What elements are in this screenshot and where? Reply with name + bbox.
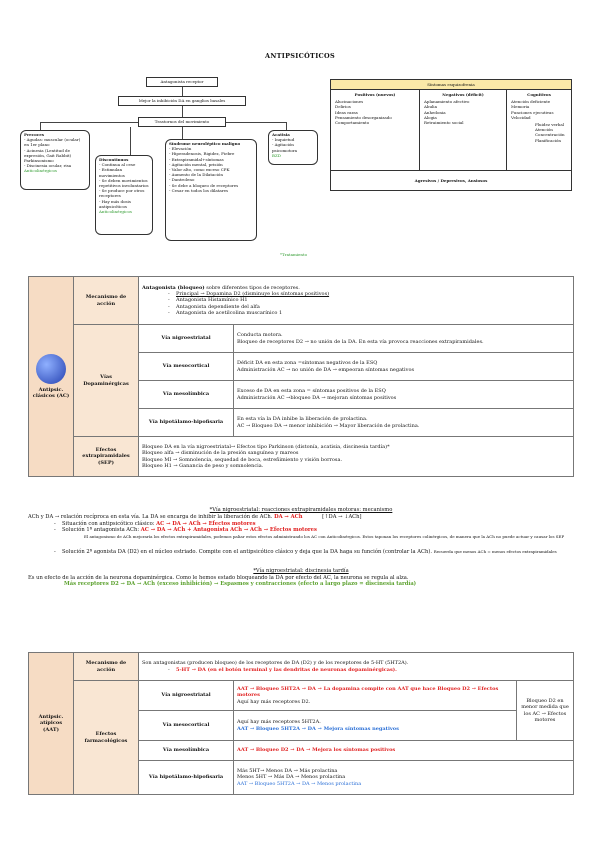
mid-p2-green: Más receptores D2 → DA → ACh (exceso inhibición) → Espasmos y contracciones (efecto a largo plazo = discinesia tardía) [64,581,417,588]
footnote: *Tratamiento [280,252,307,257]
ac-mech-intro-b: Antagonista (bloqueo) [142,284,205,291]
box-discontinuos [95,155,153,235]
negativos-item: Alogia [424,114,437,120]
cognitivos-subitem: Concentración [535,132,565,138]
ac-via-name: Vía mesolímbica [139,381,234,409]
positivos-item: Comportamiento [335,119,370,125]
aat-mech-label: Mecanismo de acción [74,653,139,681]
ac-via-content: Déficit DA en esta zona =síntomas negativos de la ESQ Administración AC → no unión de DA → empeoran síntomas negativos [234,353,574,381]
sintomas-header: Síntomas esquizofrenia [331,80,571,90]
snm-body: - Elevación - Hiperadenosis, Rigidez, Fiebre - Extrapiramidal+síntomas - Agitación mental, prisión - Valor alto, como exceso CPK - Aumento de la Dilatación - Dantroleno - Se debe a bloqueo de receptores - Cesar en todos los dilatares [169,146,239,193]
ac-main-label: Antipsic. clásicos (AC) [32,386,70,399]
ac-via-content: En esta vía la DA inhibe la liberación de prolactina. AC → Bloqueo DA → menor inhibición → Mayor liberación de prolactina. [234,409,574,437]
positivos-item: Delirios [335,104,351,110]
aat-via-content: AAT → Bloqueo 5HT2A → DA → La dopamina compite con AAT que hace Bloqueo D2 → Efectos motores Aquí hay más receptores D2. [234,681,517,711]
aat-mech-item: 5-HT → DA (en el botón terminal y las dendritas de neuronas dopaminérgicas). [176,666,397,673]
ac-vias-label: Vías Dopaminérgicas [74,325,139,437]
table-ac [28,276,574,477]
aat-via-content: AAT → Bloqueo D2 → DA → Mejora los síntomas positivos [234,741,574,761]
mid-section [28,507,574,588]
col-cognitivos [507,90,571,170]
ac-mech-intro: sobre diferentes tipos de receptores. [204,284,300,291]
box-precoces [20,130,90,190]
snm-title: Síndrome neuroléptico maligno [169,141,241,146]
brain-icon [36,354,66,384]
aat-mech-content: Son antagonistas (producen bloqueo) de los receptores de DA (D2) y de los receptores de 5-HT (5HT2A). - 5-HT → DA (en el botón terminal y las dendritas de neuronas dopaminérgicas). [139,653,574,681]
cognitivos-subitem: Planificación [535,137,562,143]
ac-efecto-item: Bloqueo DA en la vía nigroestriatal→ Efectos tipo Parkinson (distonía, acatisia, discinesia tardía)* [142,444,390,450]
box-snm [165,139,257,241]
node-antagonista: Antagonista receptor [146,77,218,87]
table-aat [28,652,574,795]
aat-via-content: Más 5HT→ Menos DA → Más prolactina Menos 5HT → Más DA → Menos prolactina AAT → Bloqueo 5HT2A → DA → Menos prolactina [234,761,574,795]
cognitivos-item: Atención deficiente [511,99,551,105]
acatisia-title: Acatisia [272,132,290,137]
ac-via-content: Conducta motora. Bloqueo de receptores D2 → no unión de la DA. En esta vía provoca reacciones extrapiramidales. [234,325,574,353]
aat-via-name: Vía hipotálamo-hipofisaria [139,761,234,795]
aat-efectos-label: Efectos farmacológicos [74,681,139,795]
discontinuos-tx: Anticolinérgicos [99,208,132,214]
node-inhibicion: Mejor la inhibición DA en ganglios basales [118,96,246,106]
ac-efectos-content [139,437,574,477]
cognitivos-item: Memoria [511,104,530,110]
ac-mech-content [139,277,574,325]
col-negativos [420,90,507,170]
ac-main-cell [29,277,74,477]
ac-via-name: Vía hipotálamo-hipofisaria [139,409,234,437]
ac-via-name: Vía mesocortical [139,353,234,381]
ac-mech-item: - Antagonista Histamínico H1 [166,297,570,303]
box-acatisia [268,130,318,165]
mid-p1-red: DA → ACh [274,513,303,520]
box-sintomas [330,79,572,191]
ac-mech-item: - Antagonista dependiente del alfa [166,304,570,310]
aat-via-name: Vía mesolímbica [139,741,234,761]
negativos-item: Abulia [424,104,437,110]
aat-main-label: Antipsic. atípicos (AAT) [29,653,74,795]
node-trastornos: Trastornos del movimiento [138,117,226,127]
precoces-title: Precoces [24,132,44,137]
mid-s1: - Situación con antipsicótico clásico: AC → DA → ACh → Efectos motores [52,521,574,528]
aat-via-name: Vía mesocortical [139,711,234,741]
ac-via-name: Vía nigroestriatal [139,325,234,353]
cognitivos-item: Funciones ejecutivas [511,109,554,115]
sintomas-bottom: Agresivos / Depresivos, Ansiosos [414,178,488,183]
mid-s2: - Solución 1ª antagonista ACh: AC → DA → ACh + Antagonista ACh → ACh → Efectos motores [52,527,574,534]
positivos-item: Alucinaciones [335,99,364,105]
ac-via-content: Exceso de DA en esta zona = síntomas positivos de la ESQ Administración AC →bloqueo DA → mejoran síntomas positivos [234,381,574,409]
mid-p2: Es un efecto de la acción de la neurona dopaminérgica. Como le hemos estado bloqueando la DA por efecto del AC, la neurona se regula al alza. [28,574,409,581]
discontinuos-body: - Continua al cese - Estimulan movimientos - Se deben movimientos repetitivos involuntarios - Se produce por otros receptores - Hay más dosis antipsicóticos [99,162,149,209]
ac-mech-item: - Antagonista de acetilcolina muscarínico 1 [166,310,570,316]
positivos-item: Pensamiento desorganizado [335,114,392,120]
ac-efecto-item: Bloqueo H1 → Ganancia de peso y somnolencia. [142,462,264,469]
cognitivos-subitem: Fluidez verbal [535,121,564,127]
cognitivos-item: Velocidad [511,114,531,120]
ac-mech-item: - Principal → Dopamina D2 (disminuye los síntomas positivos) [166,291,570,297]
ac-efectos-label: Efectos extrapiramidales (SEP) [74,437,139,477]
acatisia-body: - Inquietud - Agitación psicomotora [272,137,298,153]
col-positivos [331,90,420,170]
negativos-item: Retraimiento social [424,119,464,125]
precoces-tx: Anticolinérgicos [24,168,57,174]
ac-efecto-item: Bloqueo alfa → disminución de la presión sanguínea y mareos [142,450,299,457]
cognitivos-subitem: Atención [535,127,553,133]
aat-via-name: Vía nigroestriatal [139,681,234,711]
page-title: ANTIPSICÓTICOS [265,52,335,60]
discontinuos-title: Discontinuos [99,157,129,162]
positivos-item: Ideas raras [335,109,358,115]
ac-mech-label: Mecanismo de acción [74,277,139,325]
ac-efecto-item: Bloqueo MI → Somnolencia, sequedad de boca, estreñimiento y visión borrosa. [142,456,343,463]
precoces-body: - Agudas: muscular (ocular) en 1er plano - Acinesia (Lentitud de expresión, Gait Rabbit) Parkinsonismo - Discinesia ocular, risa [24,137,81,169]
negativos-item: Anhedonia [424,109,446,115]
col-positivos-header: Positivos (nuevos) [354,92,396,97]
mid-p1: ACh y DA → relación recíproca en esta vía. La DA se encarga de inhibir la liberación de ACh. DA → ACh [↑DA → ↓ACh] [28,513,362,520]
col-cognitivos-header: Cognitivos [527,92,551,97]
mid-s3: - Solución 2ª agonista DA (D2) en el núcleo estriado. Compite con el antipsicótico clásico y deja que la DA haga su función (controlar la ACh). Recuerda que menos ACh = menos efectos extrapiramidales [52,549,574,556]
mid-s2-note: El antagonismo de ACh mejoraría los efectos extrapiramidales, podemos paliar estos efectos administrando los AC con Anticolinérgicos. Estos taponan los receptores colinérgicos, de manera que la ACh no puede actuar y causar los SEP [84,534,565,539]
acatisia-tx: BZD [272,152,281,158]
mid-h1: *Vía nigroestriatal: reacciones extrapiramidales motoras: mecanismo [209,507,393,513]
aat-via-content: Aquí hay más receptores 5HT2A. AAT → Bloqueo 5HT2A → DA → Mejora síntomas negativos [234,711,517,741]
negativos-item: Aplanamiento afectivo [424,99,470,105]
aat-side-note: Bloqueo D2 en menor medida que los AC → Efectos motores [517,681,574,741]
col-negativos-header: Negativos (déficit) [442,92,484,97]
mid-p1-bracket: [↑DA → ↓ACh] [322,513,362,520]
mid-h2: *Vía nigroestriatal: discinesia tardía [253,567,349,574]
